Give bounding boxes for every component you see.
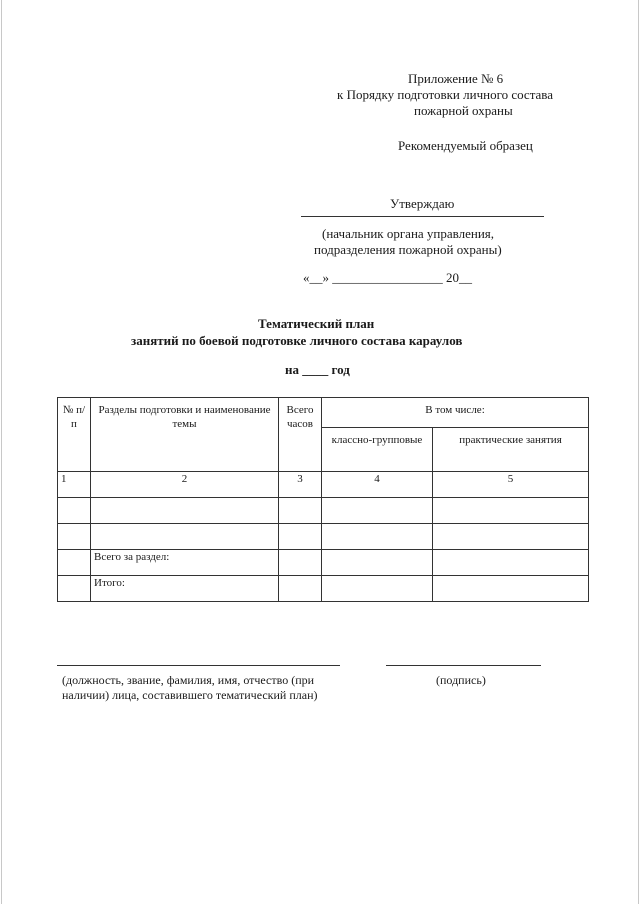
table-cell — [58, 498, 91, 524]
approval-title: Утверждаю — [390, 196, 455, 211]
table-total-row — [58, 576, 589, 602]
table-cell — [91, 524, 279, 550]
table-row — [58, 524, 589, 550]
approval-position-line2: подразделения пожарной охраны) — [314, 242, 502, 257]
header-total-hours: Всего часов — [279, 398, 322, 472]
compiler-caption-line1: (должность, звание, фамилия, имя, отчество (при — [62, 673, 315, 687]
document-subtitle: занятий по боевой подготовке личного состава караулов — [131, 333, 463, 348]
table-cell — [91, 498, 279, 524]
table-cell — [322, 524, 433, 550]
document-year-line: на ____ год — [285, 362, 350, 377]
table-header-row — [58, 398, 589, 428]
table-cell — [322, 576, 433, 602]
sample-label: Рекомендуемый образец — [398, 138, 533, 153]
document-title: Тематический план — [258, 316, 375, 331]
appendix-reference-cont: пожарной охраны — [414, 103, 513, 118]
total-label: Итого: — [91, 576, 279, 602]
table-cell: 1 — [58, 472, 91, 498]
table-cell — [279, 524, 322, 550]
compiler-caption-line2: наличии) лица, составившего тематический план) — [62, 688, 318, 702]
compiler-line — [57, 665, 340, 666]
table-cell — [279, 498, 322, 524]
header-class-group: классно-групповые — [322, 428, 433, 472]
table-cell — [58, 550, 91, 576]
approval-position-line1: (начальник органа управления, — [322, 226, 495, 241]
table-cell — [433, 576, 589, 602]
header-practical: практические занятия — [433, 428, 589, 472]
table-row — [58, 498, 589, 524]
table-cell — [433, 524, 589, 550]
scan-edge-right — [638, 0, 639, 904]
table-cell: 4 — [322, 472, 433, 498]
table-cell: 3 — [279, 472, 322, 498]
table-cell — [433, 550, 589, 576]
table-cell — [322, 550, 433, 576]
header-sections: Разделы подготовки и наименование темы — [91, 398, 279, 472]
approval-date-line: «__» _________________ 20__ — [303, 270, 472, 285]
table-cell — [433, 498, 589, 524]
header-including: В том числе: — [322, 398, 589, 428]
table-cell: 2 — [91, 472, 279, 498]
subtotal-label: Всего за раздел: — [91, 550, 279, 576]
table-subtotal-row — [58, 550, 589, 576]
signature-line — [386, 665, 541, 666]
table-cell: 5 — [433, 472, 589, 498]
appendix-reference: к Порядку подготовки личного состава — [337, 87, 554, 102]
appendix-number: Приложение № 6 — [408, 71, 504, 86]
table-cell — [58, 524, 91, 550]
thematic-plan-table — [57, 397, 589, 602]
scan-edge-left — [1, 0, 2, 904]
table-cell — [279, 576, 322, 602]
approval-signature-line — [301, 216, 544, 217]
table-cell — [322, 498, 433, 524]
table-cell — [279, 550, 322, 576]
table-cell — [58, 576, 91, 602]
table-number-row — [58, 472, 589, 498]
header-num: № п/п — [58, 398, 91, 472]
signature-caption: (подпись) — [436, 673, 486, 687]
